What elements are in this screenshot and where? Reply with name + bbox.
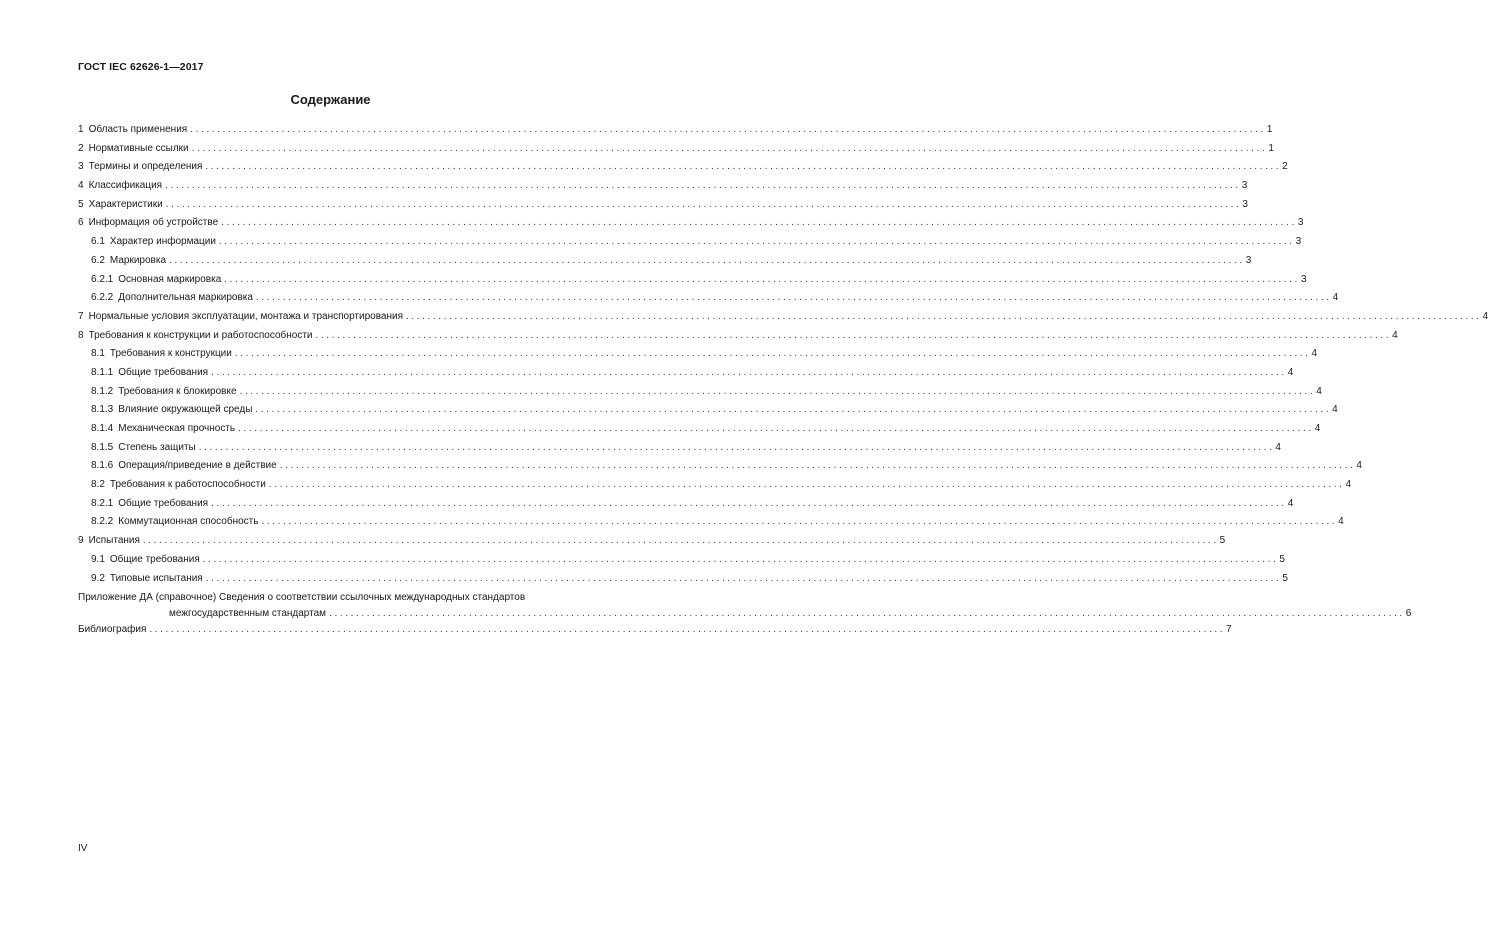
toc-entry[interactable]: [78, 570, 1288, 589]
toc-entry[interactable]: [78, 271, 1307, 290]
toc-entry-title: [78, 214, 218, 233]
toc-entry-title: [91, 289, 253, 308]
leader-dots: ........................................................................................................................................................................................................: [165, 198, 1242, 210]
toc-entry-page-number: 4: [1316, 385, 1322, 397]
toc-entry-title: [91, 551, 200, 570]
toc-entry-label: Общие требования: [118, 366, 209, 378]
toc-entry-title: [91, 401, 252, 420]
toc-entry-title: [91, 570, 203, 589]
toc-entry[interactable]: [78, 177, 1248, 196]
toc-entry-page-number: 3: [1242, 198, 1248, 210]
toc-entry[interactable]: [78, 233, 1302, 252]
toc-entry-page-number: 4: [1482, 310, 1488, 322]
toc-entry-title: [78, 308, 403, 327]
toc-entry[interactable]: [78, 364, 1294, 383]
toc-entry-page-number: 3: [1245, 254, 1252, 266]
leader-dots: ........................................................................................................................................................................................................: [221, 217, 1297, 229]
toc-entry[interactable]: [78, 196, 1248, 215]
toc-entry-label: Характер информации: [109, 236, 216, 248]
annex-title-line1: Приложение ДА (справочное) Сведения о соответствии ссылочных международных стандартов: [78, 592, 526, 604]
toc-entry-page-number: 5: [1282, 572, 1288, 584]
toc-entry-number: 6.1: [91, 236, 105, 248]
toc-entry-number: 8.2.2: [91, 516, 114, 528]
toc-entry-bibliography[interactable]: [78, 621, 1232, 640]
toc-entry-label: Коммутационная способность: [118, 516, 259, 528]
toc-entry[interactable]: [78, 158, 1288, 177]
toc-entry-label: Характеристики: [88, 198, 163, 210]
toc-entry-page-number: 5: [1219, 535, 1226, 547]
toc-entry-title: [78, 327, 313, 346]
toc-entry-label: Операция/приведение в действие: [118, 460, 277, 472]
toc-entry-number: 9.1: [91, 553, 105, 565]
toc-entry-label: Требования к конструкции и работоспособности: [88, 329, 313, 341]
toc-entry-title: [78, 532, 140, 551]
toc-entry[interactable]: [78, 345, 1318, 364]
leader-dots: ........................................................................................................................................................................................................: [211, 366, 1287, 378]
toc-entry-title: [91, 476, 266, 495]
leader-dots: ........................................................................................................................................................................................................: [255, 404, 1332, 416]
toc-entry[interactable]: [78, 495, 1294, 514]
toc-entry-page-number: 2: [1282, 161, 1288, 173]
toc-entry[interactable]: [78, 121, 1273, 140]
toc-entry-page-number: 4: [1287, 366, 1294, 378]
toc-entry-label: Требования к конструкции: [109, 348, 232, 360]
toc-entry-page-number: 4: [1287, 497, 1294, 509]
toc-entry-number: 8.1.2: [91, 385, 114, 397]
toc-entry[interactable]: [78, 327, 1398, 346]
leader-dots: ........................................................................................................................................................................................................: [239, 385, 1316, 397]
toc-entry-number: 8.1.1: [91, 366, 114, 378]
leader-dots: ........................................................................................................................................................................................................: [218, 236, 1295, 248]
toc-entry-number: 8.1: [91, 348, 105, 360]
leader-dots: ........................................................................................................................................................................................................: [224, 273, 1300, 285]
toc-entry-number: 4: [78, 180, 84, 192]
toc-entry-title: [91, 364, 208, 383]
toc-entry-label: Требования к работоспособности: [109, 479, 266, 491]
toc-entry-number: 6: [78, 217, 84, 229]
leader-dots: ........................................................................................................................................................................................................: [198, 441, 1275, 453]
toc-entry-label: Информация об устройстве: [88, 217, 219, 229]
toc-entry-title: [91, 439, 196, 458]
leader-dots: ........................................................................................................................................................................................................: [255, 292, 1332, 304]
page-number-footer: IV: [78, 843, 88, 854]
leader-dots: ........................................................................................................................................................................................................: [315, 329, 1392, 341]
toc-entry-title: [91, 252, 166, 271]
toc-entry[interactable]: [78, 401, 1338, 420]
toc-entry-title: [91, 495, 208, 514]
leader-dots: ........................................................................................................................................................................................................: [190, 124, 1266, 135]
bibliography-page-number: 7: [1226, 624, 1232, 636]
toc-entry-number: 3: [78, 161, 84, 173]
leader-dots: ........................................................................................................................................................................................................: [205, 161, 1282, 173]
annex-page-number: 6: [1405, 607, 1412, 619]
toc-entry-title: [78, 121, 187, 140]
toc-entry-number: 6.2: [91, 254, 105, 266]
toc-entry-label: Испытания: [88, 535, 140, 547]
leader-dots: ........................................................................................................................................................................................................: [405, 310, 1482, 322]
toc-entry[interactable]: [78, 383, 1322, 402]
toc-entry-number: 9: [78, 535, 84, 547]
toc-entry-page-number: 5: [1279, 553, 1285, 565]
toc-entry-label: Общие требования: [118, 497, 209, 509]
leader-dots: ........................................................................................................................................................................................................: [191, 142, 1268, 154]
toc-entry-label: Область применения: [88, 124, 188, 135]
toc-entry-page-number: 4: [1275, 441, 1281, 453]
toc-entry-page-number: 4: [1332, 292, 1339, 304]
toc-entry[interactable]: [78, 457, 1362, 476]
toc-entry[interactable]: [78, 439, 1281, 458]
toc-entry-title: [91, 457, 277, 476]
leader-dots: ........................................................................................................................................................................................................: [268, 479, 1345, 491]
toc-entry-title: [91, 271, 221, 290]
leader-dots: ........................................................................................................................................................................................................: [149, 624, 1226, 636]
toc-entry-label: Влияние окружающей среды: [118, 404, 253, 416]
toc-entry[interactable]: [78, 289, 1339, 308]
toc-entry-page-number: 3: [1295, 236, 1302, 248]
leader-dots: ........................................................................................................................................................................................................: [142, 535, 1219, 547]
toc-entry-label: Нормативные ссылки: [88, 142, 189, 154]
toc-entry[interactable]: [78, 140, 1274, 159]
toc-entry-annex[interactable]: [78, 590, 1412, 621]
leader-dots: ........................................................................................................................................................................................................: [234, 348, 1311, 360]
toc-entry[interactable]: [78, 308, 1488, 327]
toc-entry-number: 1: [78, 124, 84, 135]
leader-dots: ........................................................................................................................................................................................................: [329, 607, 1405, 619]
toc-entry[interactable]: [78, 551, 1285, 570]
toc-entry-page-number: 4: [1392, 329, 1398, 341]
leader-dots: ........................................................................................................................................................................................................: [202, 553, 1279, 565]
toc-entry-page-number: 1: [1268, 142, 1274, 154]
toc-entry-label: Механическая прочность: [118, 423, 236, 434]
toc-entry-number: 8.1.6: [91, 460, 114, 472]
table-of-contents: [78, 121, 1488, 640]
toc-entry-label: Классификация: [88, 180, 163, 192]
toc-entry-label: Степень защиты: [118, 441, 196, 453]
toc-entry-number: 7: [78, 310, 84, 322]
toc-entry[interactable]: [78, 214, 1304, 233]
annex-title-line2: межгосударственным стандартам: [169, 607, 327, 619]
toc-entry-label: Требования к блокировке: [118, 385, 237, 397]
leader-dots: ........................................................................................................................................................................................................: [169, 254, 1245, 266]
toc-entry-label: Дополнительная маркировка: [118, 292, 253, 304]
toc-entry-number: 8.1.4: [91, 423, 114, 434]
toc-entry-title: [78, 196, 163, 215]
leader-dots: ........................................................................................................................................................................................................: [238, 423, 1314, 434]
toc-entry-page-number: 4: [1311, 348, 1318, 360]
leader-dots: ........................................................................................................................................................................................................: [205, 572, 1282, 584]
toc-entry-label: Основная маркировка: [118, 273, 222, 285]
toc-entry-page-number: 4: [1356, 460, 1362, 472]
toc-entry-page-number: 4: [1332, 404, 1338, 416]
toc-entry-label: Общие требования: [109, 553, 200, 565]
toc-entry-number: 5: [78, 198, 84, 210]
leader-dots: ........................................................................................................................................................................................................: [261, 516, 1338, 528]
toc-entry-label: Маркировка: [109, 254, 167, 266]
toc-entry-label: Типовые испытания: [109, 572, 203, 584]
toc-entry[interactable]: [78, 532, 1226, 551]
toc-entry-title: [91, 345, 232, 364]
toc-entry-page-number: 4: [1338, 516, 1344, 528]
toc-entry-page-number: 4: [1314, 423, 1321, 434]
toc-entry-label: Термины и определения: [88, 161, 203, 173]
bibliography-label: Библиография: [78, 624, 147, 636]
toc-entry-page-number: 1: [1266, 124, 1273, 135]
toc-entry-number: 8.2.1: [91, 497, 114, 509]
toc-entry-title: [78, 140, 189, 159]
toc-entry-title: [78, 177, 162, 196]
toc-entry-title: [91, 513, 258, 532]
toc-entries: [78, 121, 1488, 588]
document-code: ГОСТ IEC 62626-1—2017: [78, 61, 204, 73]
leader-dots: ........................................................................................................................................................................................................: [211, 497, 1287, 509]
toc-entry-number: 6.2.1: [91, 273, 114, 285]
toc-entry-page-number: 3: [1297, 217, 1304, 229]
toc-entry-title: [91, 233, 216, 252]
toc-entry-label: Нормальные условия эксплуатации, монтажа и транспортирования: [88, 310, 403, 322]
toc-entry-number: 6.2.2: [91, 292, 114, 304]
toc-entry[interactable]: [78, 252, 1252, 271]
leader-dots: ........................................................................................................................................................................................................: [165, 180, 1241, 192]
toc-entry[interactable]: [78, 420, 1321, 439]
toc-entry-number: 2: [78, 142, 84, 154]
toc-entry[interactable]: [78, 476, 1352, 495]
page-title: Содержание: [290, 92, 371, 107]
toc-entry[interactable]: [78, 513, 1344, 532]
toc-entry-title: [91, 420, 235, 439]
toc-entry-title: [91, 383, 237, 402]
toc-entry-number: 8.1.3: [91, 404, 114, 416]
toc-entry-page-number: 3: [1300, 273, 1307, 285]
toc-entry-number: 9.2: [91, 572, 105, 584]
toc-entry-number: 8: [78, 329, 84, 341]
toc-entry-page-number: 3: [1241, 180, 1248, 192]
toc-entry-page-number: 4: [1345, 479, 1352, 491]
toc-entry-title: [78, 158, 202, 177]
toc-entry-number: 8.2: [91, 479, 105, 491]
toc-entry-number: 8.1.5: [91, 441, 114, 453]
leader-dots: ........................................................................................................................................................................................................: [279, 460, 1356, 472]
